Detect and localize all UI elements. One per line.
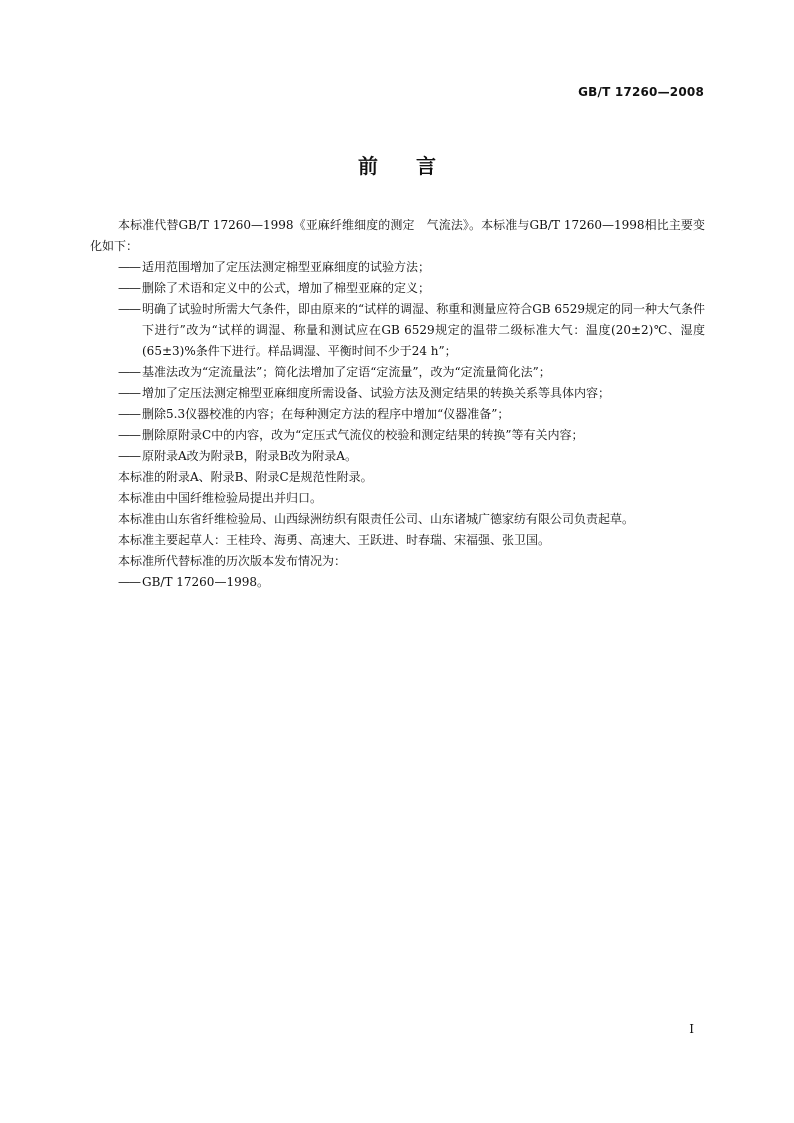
- list-dash: ——: [118, 386, 140, 400]
- list-dash: ——: [118, 302, 140, 316]
- history-item-1: [90, 572, 705, 593]
- change-text: 删除原附录C中的内容，改为“定压式气流仪的校验和测定结果的转换”等有关内容；: [142, 428, 584, 442]
- drafting-org-paragraph: 本标准由山东省纤维检验局、山西绿洲纺织有限责任公司、山东诸城广德家纺有限公司负责起草。: [118, 512, 635, 526]
- title-char-1: 前: [358, 154, 378, 178]
- list-dash: ——: [118, 260, 140, 274]
- history-intro-paragraph: 本标准所代替标准的历次版本发布情况为：: [118, 554, 347, 568]
- list-dash: ——: [118, 428, 140, 442]
- change-text: 基准法改为“定流量法”；简化法增加了定语“定流量”，改为“定流量简化法”；: [142, 365, 551, 379]
- change-item-3: [90, 299, 705, 362]
- change-item-6: [90, 404, 705, 425]
- list-dash: ——: [118, 449, 140, 463]
- change-item-5: [90, 383, 705, 404]
- change-item-8: [90, 446, 705, 467]
- annex-paragraph: 本标准的附录A、附录B、附录C是规范性附录。: [118, 470, 373, 484]
- change-text: 增加了定压法测定棉型亚麻细度所需设备、试验方法及测定结果的转换关系等具体内容；: [142, 386, 611, 400]
- list-dash: ——: [118, 407, 140, 421]
- change-text: 明确了试验时所需大气条件，即由原来的“试样的调湿、称重和测量应符合GB 6529规定的同一种大气条件下进行”改为“试样的调湿、称量和测试应在GB 6529规定的温带二级标准大气：温度(20±2)℃、湿度(65±3)%条件下进行。样品调湿、平衡时间不少于24 h”；: [142, 302, 705, 358]
- list-dash: ——: [118, 575, 140, 589]
- proposer-paragraph: 本标准由中国纤维检验局提出并归口。: [118, 491, 323, 505]
- change-item-2: [90, 278, 705, 299]
- change-item-7: [90, 425, 705, 446]
- drafters-paragraph: 本标准主要起草人：王桂玲、海勇、高速大、王跃进、时春瑞、宋福强、张卫国。: [118, 533, 551, 547]
- change-text: 原附录A改为附录B，附录B改为附录A。: [142, 449, 357, 463]
- standard-code: GB/T 17260—2008: [578, 85, 704, 99]
- history-text: GB/T 17260—1998。: [142, 575, 269, 589]
- change-text: 删除5.3仪器校准的内容；在每种测定方法的程序中增加“仪器准备”；: [142, 407, 510, 421]
- list-dash: ——: [118, 365, 140, 379]
- change-item-1: [90, 257, 705, 278]
- change-text: 删除了术语和定义中的公式，增加了棉型亚麻的定义；: [142, 281, 431, 295]
- page-title: [0, 150, 794, 179]
- list-dash: ——: [118, 281, 140, 295]
- change-item-4: [90, 362, 705, 383]
- title-char-2: 言: [416, 154, 436, 178]
- intro-paragraph: 本标准代替GB/T 17260—1998《亚麻纤维细度的测定 气流法》。本标准与GB/T 17260—1998相比主要变化如下：: [90, 218, 705, 253]
- change-text: 适用范围增加了定压法测定棉型亚麻细度的试验方法；: [142, 260, 431, 274]
- page-number: I: [689, 1022, 694, 1036]
- foreword-body: [90, 215, 705, 593]
